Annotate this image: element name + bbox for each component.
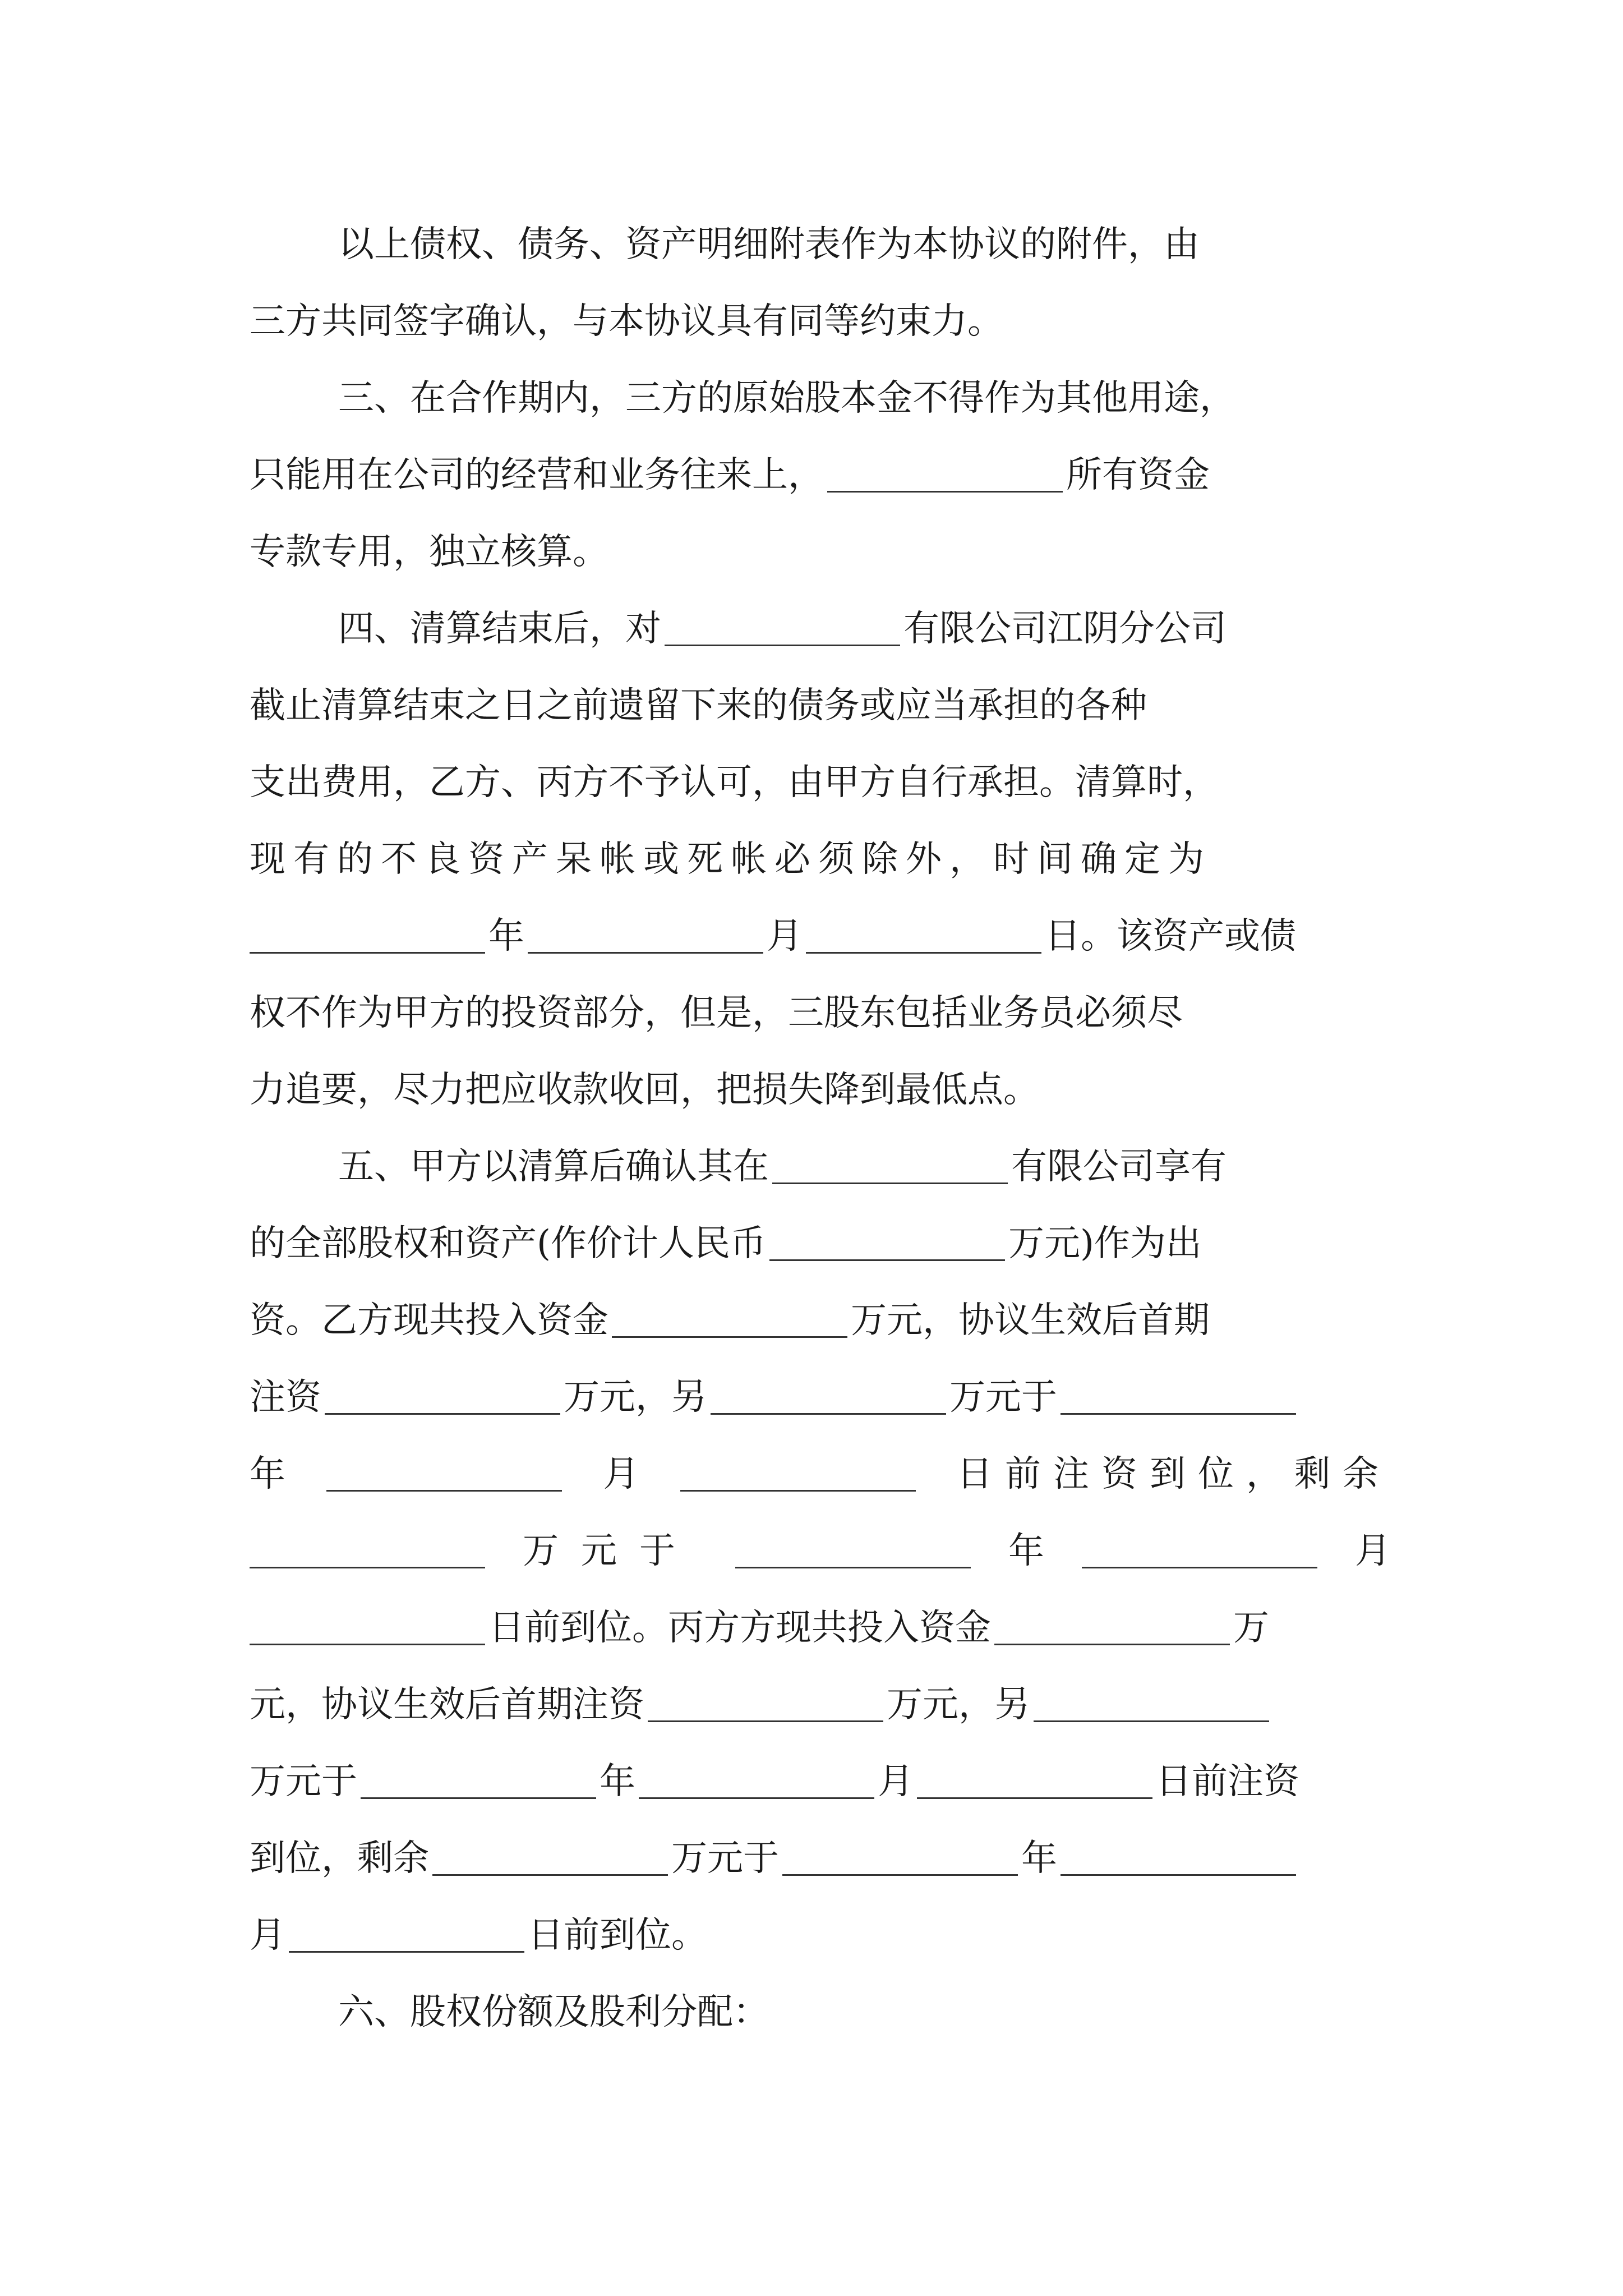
text-segment: 月	[878, 1761, 914, 1802]
paragraph-line	[250, 1907, 1391, 1963]
text-segment: 六、股权份额及股利分配：	[338, 1991, 769, 2033]
fill-in-blank[interactable]	[772, 1150, 1008, 1184]
fill-in-blank[interactable]	[806, 919, 1041, 954]
fill-in-blank[interactable]	[289, 1918, 524, 1953]
fill-in-blank[interactable]	[648, 1688, 883, 1722]
fill-in-blank[interactable]	[1061, 1381, 1296, 1415]
fill-in-blank[interactable]	[1034, 1688, 1269, 1722]
paragraph-line	[250, 1830, 1391, 1887]
text-segment: 万元于	[250, 1761, 357, 1802]
text-segment: 万元于	[671, 1838, 779, 1879]
text-segment: 有限公司享有	[1011, 1146, 1227, 1188]
text-segment: 三、在合作期内，三方的原始股本金不得作为其他用途，	[338, 378, 1235, 419]
paragraph-line	[250, 1062, 1391, 1118]
text-segment: 的全部股权和资产(作价计人民币	[250, 1223, 766, 1264]
fill-in-blank[interactable]	[325, 1381, 560, 1415]
fill-in-blank[interactable]	[432, 1842, 668, 1876]
clause-six-heading-line	[250, 1984, 1391, 2040]
text-segment: 年	[488, 915, 524, 957]
fill-in-blank[interactable]	[1082, 1534, 1317, 1568]
text-segment: 力追要，尽力把应收款收回，把损失降到最低点。	[250, 1069, 1039, 1111]
paragraph-line	[250, 1446, 1391, 1502]
text-segment: 专款专用，独立核算。	[250, 531, 608, 573]
paragraph-line	[250, 1600, 1391, 1656]
paragraph-line	[250, 831, 1391, 887]
paragraph-line	[250, 1292, 1391, 1349]
paragraph-line	[250, 754, 1391, 811]
text-segment: 所有资金	[1066, 454, 1210, 496]
fill-in-blank[interactable]	[1061, 1842, 1296, 1876]
text-segment: 月	[250, 1915, 285, 1956]
text-segment: 权不作为甲方的投资部分，但是，三股东包括业务员必须尽	[250, 992, 1183, 1034]
paragraph-line	[250, 985, 1391, 1041]
paragraph-line	[250, 1523, 1391, 1579]
text-segment: 万元于	[949, 1377, 1057, 1418]
fill-in-blank[interactable]	[250, 1534, 485, 1568]
paragraph-line	[250, 1216, 1391, 1272]
text-segment: 日前到位。	[528, 1915, 707, 1956]
fill-in-blank[interactable]	[528, 919, 763, 954]
paragraph-line	[250, 217, 1391, 273]
text-segment: 月	[1355, 1530, 1391, 1572]
fill-in-blank[interactable]	[994, 1611, 1230, 1645]
text-segment: 注资	[250, 1377, 321, 1418]
paragraph-line	[250, 1754, 1391, 1810]
text-segment: 万元，协议生效后首期	[851, 1300, 1210, 1341]
text-segment: 年	[600, 1761, 635, 1802]
text-segment: 三方共同签字确认，与本协议具有同等约束力。	[250, 301, 1003, 342]
text-segment: 四、清算结束后，对	[338, 608, 661, 650]
fill-in-blank[interactable]	[917, 1765, 1152, 1799]
fill-in-blank[interactable]	[711, 1381, 946, 1415]
clause-three-heading-line	[250, 370, 1391, 426]
text-segment: 截止清算结束之日之前遗留下来的债务或应当承担的各种	[250, 685, 1147, 726]
text-segment: 只能用在公司的经营和业务往来上，	[250, 454, 824, 496]
text-segment: 月	[603, 1453, 639, 1495]
fill-in-blank[interactable]	[250, 1611, 485, 1645]
text-segment: 年	[250, 1453, 285, 1495]
fill-in-blank[interactable]	[665, 612, 900, 646]
text-segment: 日前注资	[1156, 1761, 1299, 1802]
clause-five-heading-line	[250, 1139, 1391, 1195]
fill-in-blank[interactable]	[361, 1765, 596, 1799]
text-segment: 万	[1233, 1607, 1269, 1649]
paragraph-line	[250, 1369, 1391, 1425]
text-segment: 万元于	[523, 1530, 698, 1572]
paragraph-line	[250, 908, 1391, 964]
text-segment: 月	[767, 915, 803, 957]
fill-in-blank[interactable]	[680, 1457, 916, 1492]
text-segment: 万元)作为出	[1008, 1223, 1202, 1264]
fill-in-blank[interactable]	[769, 1227, 1005, 1261]
text-segment: 元，协议生效后首期注资	[250, 1684, 644, 1726]
text-segment: 有限公司江阴分公司	[903, 608, 1227, 650]
text-segment: 年	[1008, 1530, 1044, 1572]
paragraph-line	[250, 678, 1391, 734]
text-segment: 到位，剩余	[250, 1838, 429, 1879]
text-segment: 日。该资产或债	[1045, 915, 1296, 957]
fill-in-blank[interactable]	[250, 919, 485, 954]
paragraph-line	[250, 1677, 1391, 1733]
text-segment: 万元，另	[887, 1684, 1030, 1726]
text-segment: 以上债权、债务、资产明细附表作为本协议的附件，由	[338, 224, 1200, 265]
fill-in-blank[interactable]	[612, 1304, 847, 1338]
paragraph-line	[250, 447, 1391, 503]
fill-in-blank[interactable]	[782, 1842, 1018, 1876]
clause-four-heading-line	[250, 601, 1391, 657]
paragraph-line	[250, 293, 1391, 349]
text-segment: 年	[1021, 1838, 1057, 1879]
text-segment: 现有的不良资产呆帐或死帐必须除外，时间确定为	[250, 839, 1212, 880]
text-segment: 日前注资到位，剩余	[957, 1453, 1391, 1495]
text-segment: 万元，另	[564, 1377, 707, 1418]
fill-in-blank[interactable]	[827, 458, 1063, 493]
text-segment: 日前到位。丙方方现共投入资金	[488, 1607, 991, 1649]
text-segment: 五、甲方以清算后确认其在	[338, 1146, 769, 1188]
fill-in-blank[interactable]	[735, 1534, 971, 1568]
fill-in-blank[interactable]	[326, 1457, 562, 1492]
text-segment: 支出费用，乙方、丙方不予认可，由甲方自行承担。清算时，	[250, 762, 1219, 803]
fill-in-blank[interactable]	[639, 1765, 874, 1799]
paragraph-line	[250, 524, 1391, 580]
text-segment: 资。乙方现共投入资金	[250, 1300, 608, 1341]
